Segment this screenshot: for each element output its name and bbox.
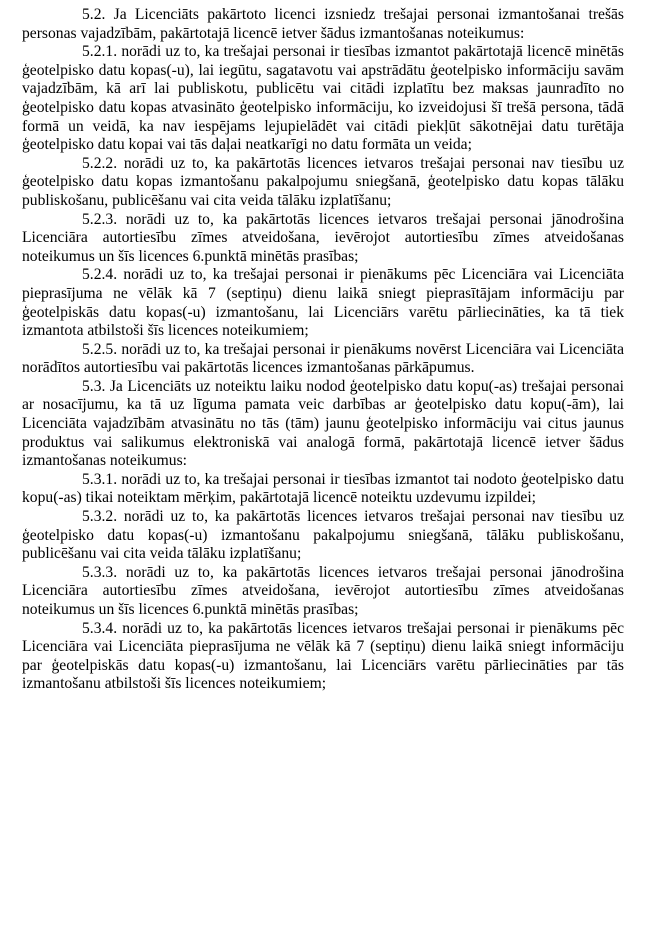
paragraph-5-2-2: 5.2.2. norādi uz to, ka pakārtotās licences ietvaros trešajai personai nav tiesību uz ģeotelpisko datu kopas izmantošanu pakalpojumu sniegšanā, ģeotelpisko datu kopas tālāku publiskošanu, publicēšanu vai cita veida tālāku izplatīšanu;: [22, 154, 624, 209]
paragraph-5-3-2: 5.3.2. norādi uz to, ka pakārtotās licences ietvaros trešajai personai nav tiesību uz ģeotelpisko datu kopas(-u) izmantošanu pakalpojumu sniegšanā, tālāku publiskošanu, publicēšanu vai cita veida tālāku izplatīšanu;: [22, 508, 624, 563]
paragraph-5-2-4: 5.2.4. norādi uz to, ka trešajai personai ir pienākums pēc Licenciāra vai Licenciāta pieprasījuma ne vēlāk kā 7 (septiņu) dienu laikā sniegt pieprasītājam informāciju par ģeotelpiskās datu kopas(-u) izmantošanu, lai Licenciārs varētu pārliecināties, ka tā tiek izmantota atbilstoši šīs licences noteikumiem;: [22, 266, 624, 340]
paragraph-5-3-4: 5.3.4. norādi uz to, ka pakārtotās licences ietvaros trešajai personai ir pienākums pēc Licenciāra vai Licenciāta pieprasījuma ne vēlāk kā 7 (septiņu) dienu laikā sniegt informāciju par ģeotelpiskās datu kopas(-u) izmantošanu, lai Licenciārs varētu pārliecināties par tās izmantošanu atbilstoši šīs licences noteikumiem;: [22, 619, 624, 693]
document-page: [22, 6, 624, 694]
paragraph-5-2-3: 5.2.3. norādi uz to, ka pakārtotās licences ietvaros trešajai personai jānodrošina Licenciāra autortiesību zīmes atveidošana, ievērojot autortiesību zīmes atveidošanas noteikumus un šīs licences 6.punktā minētās prasības;: [22, 210, 624, 265]
paragraph-5-2: 5.2. Ja Licenciāts pakārtoto licenci izsniedz trešajai personai izmantošanai trešās personas vajadzībām, pakārtotajā licencē ietver šādus izmantošanas noteikumus:: [22, 6, 624, 42]
paragraph-5-3-1: 5.3.1. norādi uz to, ka trešajai personai ir tiesības izmantot tai nodoto ģeotelpisko datu kopu(-as) tikai noteiktam mērķim, pakārtotajā licencē noteiktu uzdevumu izpildei;: [22, 470, 624, 507]
paragraph-5-3: 5.3. Ja Licenciāts uz noteiktu laiku nodod ģeotelpisko datu kopu(-as) trešajai personai ar nosacījumu, ka tā uz līguma pamata veic darbības ar ģeotelpisko datu kopu(-ām), lai Licenciāta vajadzībām atvasinātu no tās (tām) jaunu ģeotelpisko informāciju vai citus jaunus produktus vai salikumus elektroniskā vai analogā formā, pakārtotajā licencē ietver šādus izmantošanas noteikumus:: [22, 377, 624, 470]
paragraph-5-3-3: 5.3.3. norādi uz to, ka pakārtotās licences ietvaros trešajai personai jānodrošina Licenciāra autortiesību zīmes atveidošana, ievērojot autortiesību zīmes atveidošanas noteikumus un šīs licences 6.punktā minētās prasības;: [22, 563, 624, 618]
paragraph-5-2-5: 5.2.5. norādi uz to, ka trešajai personai ir pienākums novērst Licenciāra vai Licenciāta norādītos autortiesību vai pakārtotās licences izmantošanas pārkāpumus.: [22, 340, 624, 377]
paragraph-5-2-1: 5.2.1. norādi uz to, ka trešajai personai ir tiesības izmantot pakārtotajā licencē minētās ģeotelpisko datu kopas(-u), lai iegūtu, sagatavotu vai apstrādātu ģeotelpisko informāciju savām vajadzībām, kā arī lai publiskotu, publicētu vai citādi izplatītu bez maksas jaunradīto no ģeotelpisko datu kopas atvasināto ģeotelpisko informāciju, ko izveidojusi šī trešā persona, tādā formā un veidā, ka nav iespējams lejupielādēt vai citādi piekļūt sākotnējai datu turētāja ģeotelpisko datu kopai vai tās daļai neatkarīgi no datu formāta un veida;: [22, 43, 624, 154]
